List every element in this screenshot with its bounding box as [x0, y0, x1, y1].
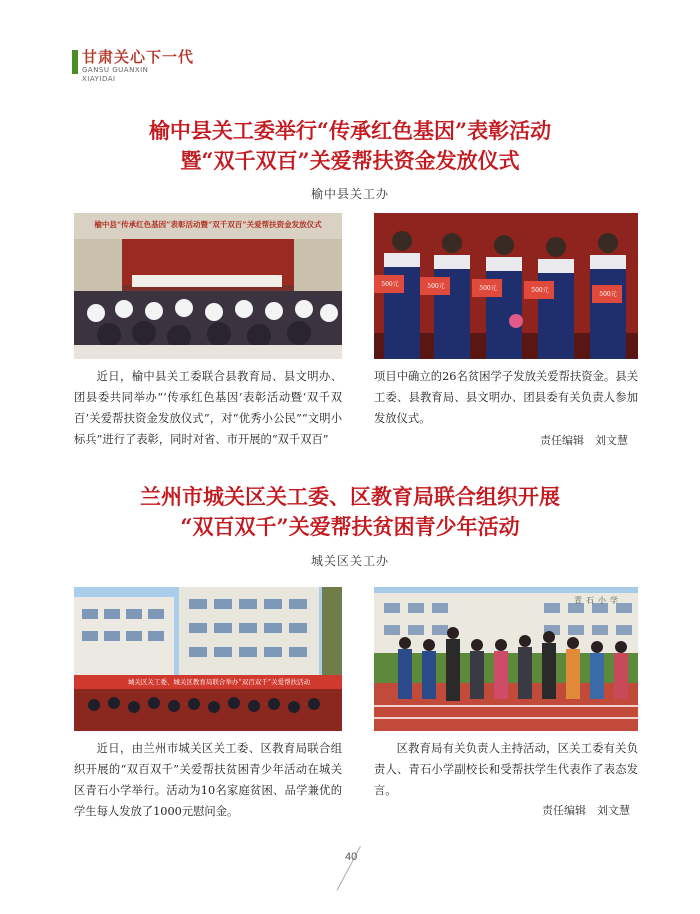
school-sign: 青石小学 — [574, 596, 622, 605]
article1-photo-right — [374, 213, 638, 359]
magazine-logo-pinyin-1: GANSU GUANXIN — [82, 66, 149, 74]
article2-photo-left — [74, 587, 342, 731]
award-ceremony-illustration — [374, 213, 638, 359]
article2-photo-right — [374, 587, 638, 731]
award-card-3: 500元 — [479, 285, 497, 292]
award-card-5: 500元 — [599, 291, 617, 298]
article2-byline: 城关区关工办 — [310, 554, 389, 568]
award-card-4: 500元 — [531, 287, 549, 294]
article2-title-line2: “双百双千”关爱帮扶贫困青少年活动 — [180, 514, 520, 539]
article1-photo-left — [74, 213, 342, 359]
article2-paragraph-left: 近日，由兰州市城关区关工委、区教育局联合组织开展的“双百双千”关爱帮扶贫困青少年活动在城关区青石小学举行。活动为10名家庭贫困、品学兼优的学生每人发放了1000元慰问金。 — [74, 742, 342, 818]
article1-paragraph-right: 项目中确立的26名贫困学子发放关爱帮扶资金。县关工委、县教育局、县文明办、团县委有关负责人参加发放仪式。 — [374, 370, 638, 425]
award-card-1: 500元 — [381, 281, 399, 288]
logo-accent-bar — [72, 50, 78, 74]
article2-paragraph-right: 区教育局有关负责人主持活动，区关工委有关负责人、青石小学副校长和受帮扶学生代表作了表态发言。 — [374, 742, 638, 797]
page-number: 40 — [345, 851, 358, 863]
article2-title-line1: 兰州市城关区关工委、区教育局联合组织开展 — [140, 484, 560, 509]
article1-paragraph-left: 近日，榆中县关工委联合县教育局、县文明办、团县委共同举办“‘传承红色基因’表彰活动暨‘双千双百’关爱帮扶资金发放仪式”，对“优秀小公民”“文明小标兵”进行了表彰，同时对省、市开展的“双千双百” — [74, 370, 342, 446]
outdoor-ceremony-illustration — [374, 587, 638, 731]
article1-photo-left-banner: 榆中县“传承红色基因”表彰活动暨“双千双百”关爱帮扶资金发放仪式 — [94, 220, 322, 229]
article2-photo-left-banner: 城关区关工委、城关区教育局联合举办“双百双千”关爱帮扶活动 — [127, 678, 311, 686]
article1-editor: 责任编辑 刘文慧 — [540, 434, 628, 447]
article2-editor: 责任编辑 刘文慧 — [542, 804, 630, 817]
meeting-hall-illustration — [74, 213, 342, 359]
school-building-illustration — [74, 587, 342, 731]
magazine-logo: 甘肃关心下一代 — [82, 48, 195, 66]
article1-byline: 榆中县关工办 — [310, 187, 389, 201]
award-card-2: 500元 — [427, 283, 445, 290]
article1-title-line1: 榆中县关工委举行“传承红色基因”表彰活动 — [148, 118, 552, 143]
magazine-logo-pinyin-2: XIAYIDAI — [82, 75, 116, 83]
article1-title-line2: 暨“双千双百”关爱帮扶资金发放仪式 — [180, 148, 520, 173]
